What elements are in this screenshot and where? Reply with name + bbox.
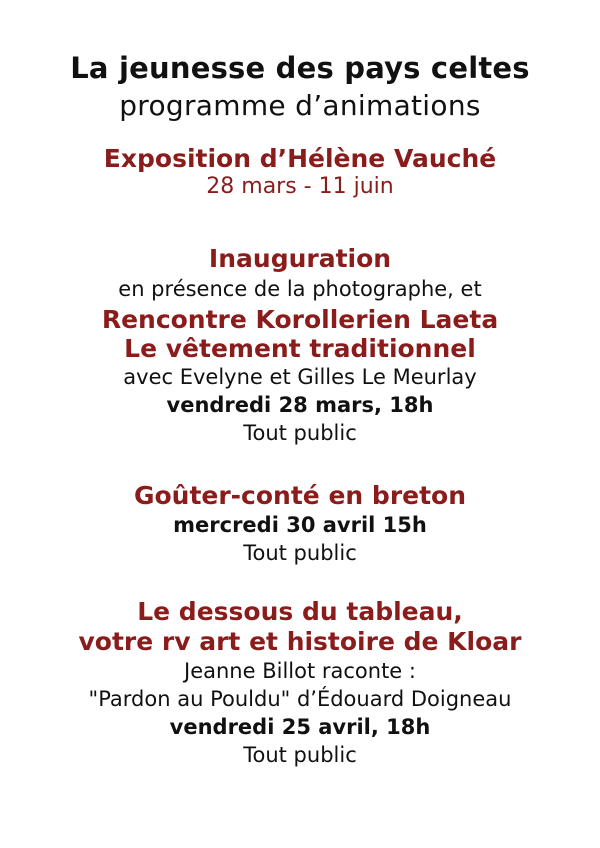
rencontre-title-line1: Rencontre Korollerien Laeta bbox=[101, 305, 499, 334]
dessous-work: "Pardon au Pouldu" d’Édouard Doigneau bbox=[88, 687, 512, 711]
exposition-title: Exposition d’Hélène Vauché bbox=[103, 144, 497, 173]
rencontre-title-line2: Le vêtement traditionnel bbox=[124, 334, 476, 363]
page-subtitle: programme d’animations bbox=[119, 89, 481, 122]
inauguration-date: vendredi 28 mars, 18h bbox=[166, 393, 434, 417]
gouter-audience: Tout public bbox=[243, 541, 357, 565]
page-title: La jeunesse des pays celtes bbox=[70, 51, 530, 85]
dessous-title-line1: Le dessous du tableau, bbox=[137, 597, 463, 626]
exposition-dates: 28 mars - 11 juin bbox=[206, 174, 394, 199]
inauguration-title: Inauguration bbox=[208, 244, 392, 273]
dessous-title-line2: votre rv art et histoire de Kloar bbox=[78, 627, 522, 656]
gouter-date: mercredi 30 avril 15h bbox=[173, 513, 427, 537]
dessous-audience: Tout public bbox=[243, 743, 357, 767]
dessous-narrator: Jeanne Billot raconte : bbox=[184, 659, 416, 683]
inauguration-presence: en présence de la photographe, et bbox=[118, 277, 482, 301]
dessous-date: vendredi 25 avril, 18h bbox=[169, 715, 431, 739]
inauguration-guests: avec Evelyne et Gilles Le Meurlay bbox=[123, 365, 477, 389]
inauguration-audience: Tout public bbox=[243, 421, 357, 445]
gouter-title: Goûter-conté en breton bbox=[133, 481, 467, 510]
